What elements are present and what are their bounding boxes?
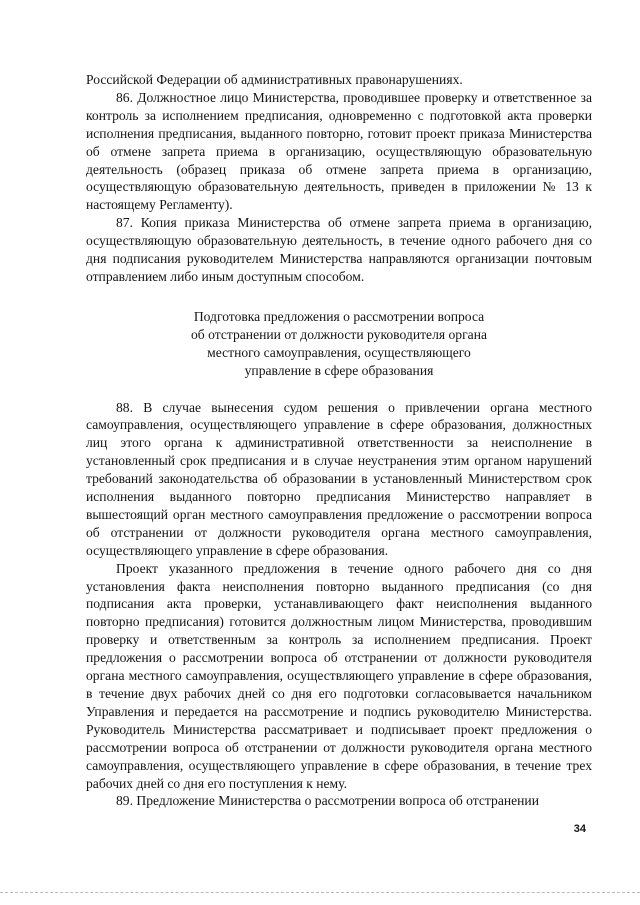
paragraph-88-project: Проект указанного предложения в течение одного рабочего дня со дня установления факта неисполнения повторно выданного предписания (со дня подписания акта проверки, устанавливающего факт неисполнения выданного повторно предписания) готовится должностным лицом Министерства, проводившим проверку и ответственным за контроль за исполнением предписания. Проект предложения о рассмотрении вопроса об отстранении от должности руководителя органа местного самоуправления, осуществляющего управление в сфере образования, в течение двух рабочих дней со дня его подготовки согласовывается начальником Управления и передается на рассмотрение и подпись руководителю Министерства. Руководитель Министерства рассматривает и подписывает проект предложения о рассмотрении вопроса об отстранении от должности руководителя органа местного самоуправления, осуществляющего управление в сфере образования, в течение трех рабочих дней со дня его поступления к нему. xyxy=(86,560,592,791)
section-heading-line: об отстранении от должности руководителя органа xyxy=(190,326,488,342)
paragraph-lead: Российской Федерации об административных правонарушениях. xyxy=(86,72,463,87)
paragraph-89: 89. Предложение Министерства о рассмотрении вопроса об отстранении xyxy=(116,793,539,809)
section-heading-line: Подготовка предложения о рассмотрении вопроса xyxy=(193,308,485,324)
section-heading xyxy=(86,308,592,380)
document-page xyxy=(86,71,592,810)
paragraph-88: 88. В случае вынесения судом решения о привлечении органа местного самоуправления, осуществляющего управление в сфере образования, должностных лиц этого органа к административной ответственности за неисполнение в установленный срок предписания и в случае неустранения этим органом нарушений требований законодательства об образовании в установленный Министерством срок исполнения выданного повторно предписания Министерство направляет в вышестоящий орган местного самоуправления предложение о рассмотрении вопроса об отстранении от должности руководителя органа местного самоуправления, осуществляющего управление в сфере образования. xyxy=(86,399,592,558)
section-heading-line: управление в сфере образования xyxy=(244,362,434,378)
section-heading-line: местного самоуправления, осуществляющего xyxy=(207,344,471,360)
paragraph-87: 87. Копия приказа Министерства об отмене запрета приема в организацию, осуществляющую образовательную деятельность, в течение одного рабочего дня со дня подписания руководителем Министерства направляются организации почтовым отправлением либо иным доступным способом. xyxy=(86,215,592,284)
page-number: 34 xyxy=(573,823,586,835)
paragraph-86: 86. Должностное лицо Министерства, проводившее проверку и ответственное за контроль за исполнением предписания, одновременно с подготовкой акта проверки исполнения предписания, выданного повторно, готовит проект приказа Министерства об отмене запрета приема в организацию, осуществляющую образовательную деятельность (образец приказа об отмене запрета приема в организацию, осуществляющую образовательную деятельность, приведен в приложении № 13 к настоящему Регламенту). xyxy=(86,89,592,213)
scan-edge-line xyxy=(0,892,640,894)
spacer xyxy=(86,380,592,399)
